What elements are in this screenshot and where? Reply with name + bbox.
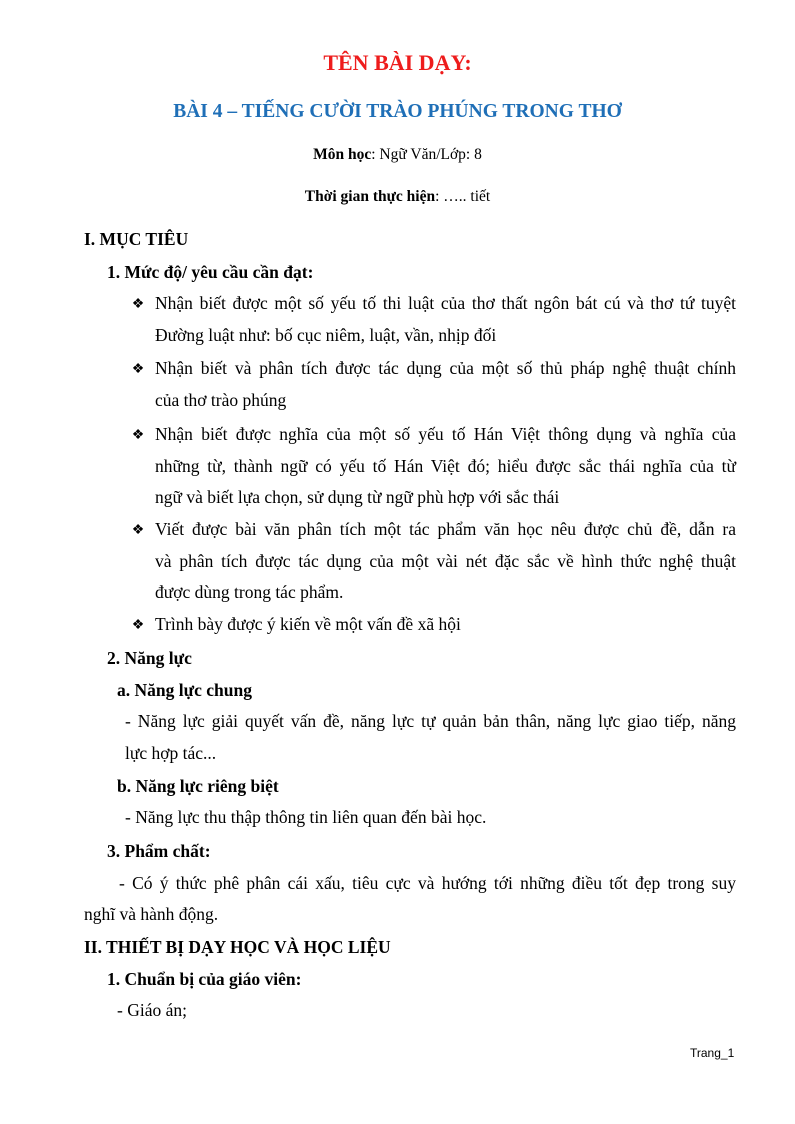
bullet-3-line-3: ngữ và biết lựa chọn, sử dụng từ ngữ phù hợp với sắc thái — [155, 487, 560, 507]
bullet-4-line-2: và phân tích được tác dụng của một vài nét đặc sắc về hình thức nghệ thuật — [155, 551, 736, 571]
qualities-line-2: nghĩ và hành động. — [84, 904, 219, 924]
section-heading-equipment: II. THIẾT BỊ DẠY HỌC VÀ HỌC LIỆU — [84, 937, 391, 957]
general-competence-line-1: - Năng lực giải quyết vấn đề, năng lực tự quản bản thân, năng lực giao tiếp, năng — [125, 711, 736, 731]
bullet-1-line-2: Đường luật như: bố cục niêm, luật, vần, nhịp đối — [155, 325, 497, 345]
lesson-title: TÊN BÀI DẠY: — [323, 50, 472, 75]
subheading-requirements: 1. Mức độ/ yêu cầu cần đạt: — [107, 262, 314, 282]
time-line — [0, 188, 795, 206]
page-number: Trang_1 — [690, 1046, 735, 1060]
subject-value: : Ngữ Văn/Lớp: 8 — [371, 146, 482, 163]
bullet-3-line-1: Nhận biết được nghĩa của một số yếu tố Hán Việt thông dụng và nghĩa của — [155, 424, 736, 444]
subheading-competence: 2. Năng lực — [107, 648, 192, 668]
subject-line — [0, 146, 795, 164]
time-value: : ….. tiết — [435, 188, 491, 205]
diamond-bullet-icon: ❖ — [131, 618, 145, 633]
subject-label: Môn học — [313, 146, 372, 163]
qualities-line-1: - Có ý thức phê phân cái xấu, tiêu cực và hướng tới những điều tốt đẹp trong suy — [119, 873, 736, 893]
bullet-4-line-3: được dùng trong tác phẩm. — [155, 582, 344, 602]
subheading-teacher-preparation: 1. Chuẩn bị của giáo viên: — [107, 969, 302, 989]
diamond-bullet-icon: ❖ — [131, 362, 145, 377]
diamond-bullet-icon: ❖ — [131, 428, 145, 443]
bullet-5-line-1: Trình bày được ý kiến về một vấn đề xã hội — [155, 614, 461, 634]
teacher-preparation-item: - Giáo án; — [117, 1000, 187, 1020]
general-competence-line-2: lực hợp tác... — [125, 743, 217, 763]
specific-competence-line: - Năng lực thu thập thông tin liên quan đến bài học. — [125, 807, 487, 827]
lesson-subtitle: BÀI 4 – TIẾNG CƯỜI TRÀO PHÚNG TRONG THƠ — [173, 101, 622, 122]
time-label: Thời gian thực hiện — [304, 188, 436, 205]
subheading-qualities: 3. Phẩm chất: — [107, 841, 211, 861]
diamond-bullet-icon: ❖ — [131, 297, 145, 312]
bullet-2-line-2: của thơ trào phúng — [155, 390, 287, 410]
diamond-bullet-icon: ❖ — [131, 523, 145, 538]
bullet-2-line-1: Nhận biết và phân tích được tác dụng của một số thủ pháp nghệ thuật chính — [155, 358, 736, 378]
subheading-general-competence: a. Năng lực chung — [117, 680, 252, 700]
bullet-3-line-2: những từ, thành ngữ có yếu tố Hán Việt đó; hiểu được sắc thái nghĩa của từ — [155, 456, 736, 476]
bullet-1-line-1: Nhận biết được một số yếu tố thi luật của thơ thất ngôn bát cú và thơ tứ tuyệt — [155, 293, 736, 313]
subheading-specific-competence: b. Năng lực riêng biệt — [117, 776, 279, 796]
bullet-4-line-1: Viết được bài văn phân tích một tác phẩm văn học nêu được chủ đề, dẫn ra — [155, 519, 736, 539]
section-heading-objectives: I. MỤC TIÊU — [84, 229, 189, 249]
